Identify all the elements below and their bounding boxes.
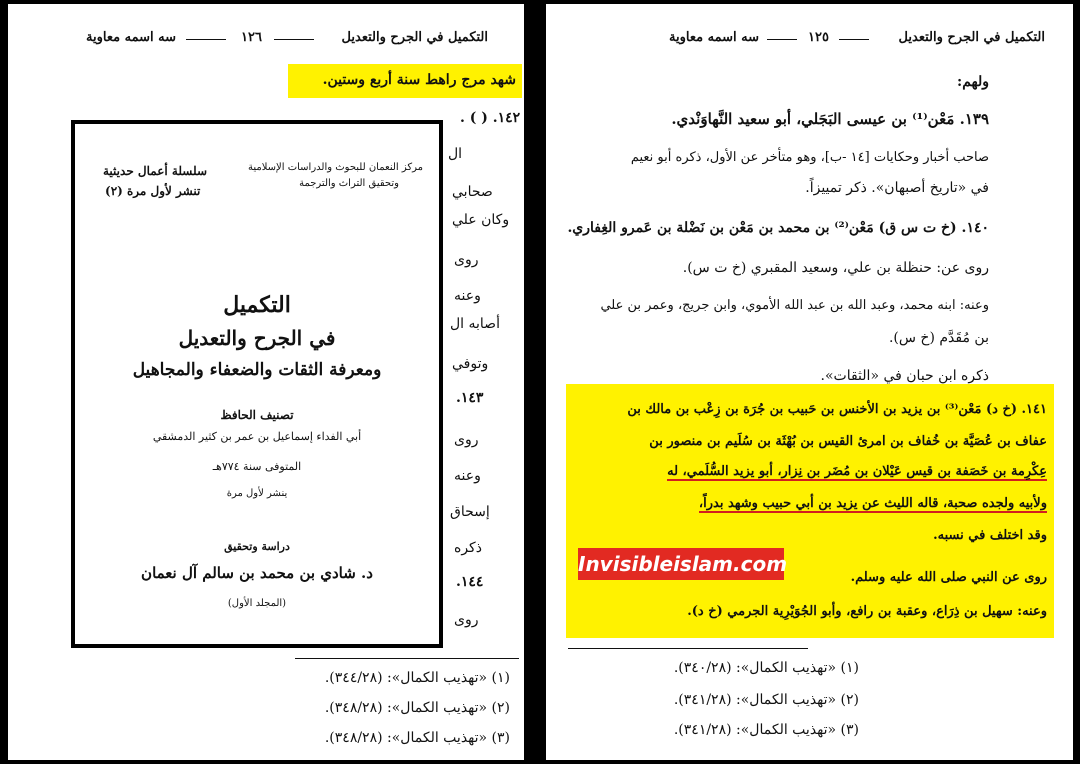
footnote-rule (295, 658, 519, 659)
highlighted-line: وعنه: سهيل بن ذِرَاع، وعقبة بن رافع، وأبو الجُوَيْرِية الجرمي (خ د). (687, 604, 1047, 619)
footnote: (٢) «تهذيب الكمال»: (٣٤٨/٢٨). (324, 700, 510, 716)
book-cover (71, 120, 443, 648)
right-page (546, 4, 1073, 760)
footnote: (١) «تهذيب الكمال»: (٣٤٠/٢٨). (673, 660, 859, 676)
header-rule (767, 30, 797, 40)
header-rule (839, 30, 869, 40)
footnote: (١) «تهذيب الكمال»: (٣٤٤/٢٨). (324, 670, 510, 686)
header-rule (186, 30, 226, 40)
volume-label: (المجلد الأول) (227, 598, 287, 609)
author-label: تصنيف الحافظ (220, 408, 294, 422)
right-line: بن مُقَدَّم (خ س). (888, 330, 989, 346)
first-publication-note: ينشر لأول مرة (226, 488, 288, 499)
footnote: (٢) «تهذيب الكمال»: (٣٤١/٢٨). (673, 692, 859, 708)
right-line: روى عن: حنظلة بن علي، وسعيد المقبري (خ ت س). (682, 260, 989, 276)
left-header-title: التكميل في الجرح والتعديل (341, 30, 488, 45)
cover-title-line-2: في الجرح والتعديل (178, 326, 336, 350)
highlighted-line: روى عن النبي صلى الله عليه وسلم. (850, 570, 1047, 585)
right-page-header (546, 30, 1073, 54)
text-fragment: ذكره (454, 540, 482, 556)
header-rule (274, 30, 314, 40)
highlighted-line: شهد مرج راهط سنة أربع وستين. (322, 72, 516, 88)
right-line: صاحب أخبار وحكايات [١٤ -ب]، وهو متأخر عن الأول، ذكره أبو نعيم (630, 150, 989, 165)
left-page-header (8, 30, 524, 54)
text-fragment: روى (454, 252, 479, 268)
left-header-section: سه اسمه معاوية (86, 30, 176, 45)
publisher-subtitle: وتحقيق التراث والترجمة (299, 178, 399, 189)
text-fragment: وعنه (454, 468, 481, 484)
text-fragment: روى (454, 612, 479, 628)
right-line: ولهم: (957, 74, 989, 90)
author-name: أبي الفداء إسماعيل بن عمر بن كثير الدمشقي (152, 430, 362, 443)
highlighted-line: عفاف بن عُصَيَّة بن خُفاف بن امرئ القيس بن بُهْثَة بن سُلَيم بن منصور بن (649, 434, 1047, 449)
text-fragment: صحابي (452, 184, 493, 200)
watermark-text: Invisibleislam.com (578, 552, 788, 576)
text-fragment: إسحاق (450, 504, 490, 520)
right-line: في «تاريخ أصبهان». ذكر تمييزاً. (805, 180, 989, 196)
editor-name: د. شادي بن محمد بن سالم آل نعمان (141, 564, 373, 582)
text-fragment: روى (454, 432, 479, 448)
cover-title-line-3: ومعرفة الثقات والضعفاء والمجاهيل (132, 360, 382, 380)
right-line: وعنه: ابنه محمد، وعبد الله بن عبد الله الأموي، وابن جريج، وعمر بن علي (600, 298, 989, 313)
right-header-title: التكميل في الجرح والتعديل (898, 30, 1045, 45)
entry-144-fragment: ١٤٤. (456, 574, 484, 590)
series-name: سلسلة أعمال حديثية (103, 164, 208, 178)
entry-141: ١٤١. (خ د) مَعْن⁽³⁾ بن يزيد بن الأخنس بن حَبيب بن جُرَة بن زِعْب بن مالك بن (627, 402, 1047, 417)
text-fragment: أصابه ال (450, 316, 500, 332)
right-line: ذكره ابن حبان في «الثقات». (820, 368, 989, 384)
study-label: دراسة وتحقيق (224, 540, 290, 553)
footnote-rule (568, 648, 808, 649)
left-header-page-number: ١٢٦ (241, 30, 262, 45)
entry-140: ١٤٠. (خ ت س ق) مَعْن⁽²⁾ بن محمد بن مَعْن بن نَضْلة بن عَمرو الغِفاري. (567, 220, 989, 236)
footnote: (٣) «تهذيب الكمال»: (٣٤١/٢٨). (673, 722, 859, 738)
text-fragment: وعنه (454, 288, 481, 304)
text-fragment: ال (448, 146, 463, 162)
entry-139: ١٣٩. مَعْن⁽¹⁾ بن عيسى البَجَلي، أبو سعيد النَّهاوَنْدي. (671, 110, 989, 128)
right-header-section: سه اسمه معاوية (669, 30, 759, 45)
watermark-badge (578, 548, 788, 580)
author-death-year: المتوفى سنة ٧٧٤هـ (212, 460, 302, 473)
cover-title: التكميل (223, 292, 291, 318)
footnote: (٣) «تهذيب الكمال»: (٣٤٨/٢٨). (324, 730, 510, 746)
highlighted-line: وقد اختلف في نسبه. (933, 528, 1047, 543)
highlighted-line-underlined: عِكْرِمة بن خَصَفة بن قيس عَيْلان بن مُضَر بن نِزار، أبو يزيد السُّلَمي، له (667, 464, 1047, 479)
publisher-name: مركز النعمان للبحوث والدراسات الإسلامية (247, 162, 423, 173)
text-fragment: وتوفي (452, 356, 489, 372)
entry-143-fragment: ١٤٣. (456, 390, 484, 406)
right-header-page-number: ١٢٥ (808, 30, 829, 45)
highlighted-line-underlined: ولأبيه ولجده صحبة، قاله الليث عن يزيد بن أبي حبيب وشهد بدراً، (698, 496, 1047, 511)
text-fragment: وكان علي (452, 212, 510, 228)
series-note: تنشر لأول مرة (٢) (105, 184, 201, 198)
entry-142-fragment: ١٤٢. ( ) . (460, 110, 521, 126)
